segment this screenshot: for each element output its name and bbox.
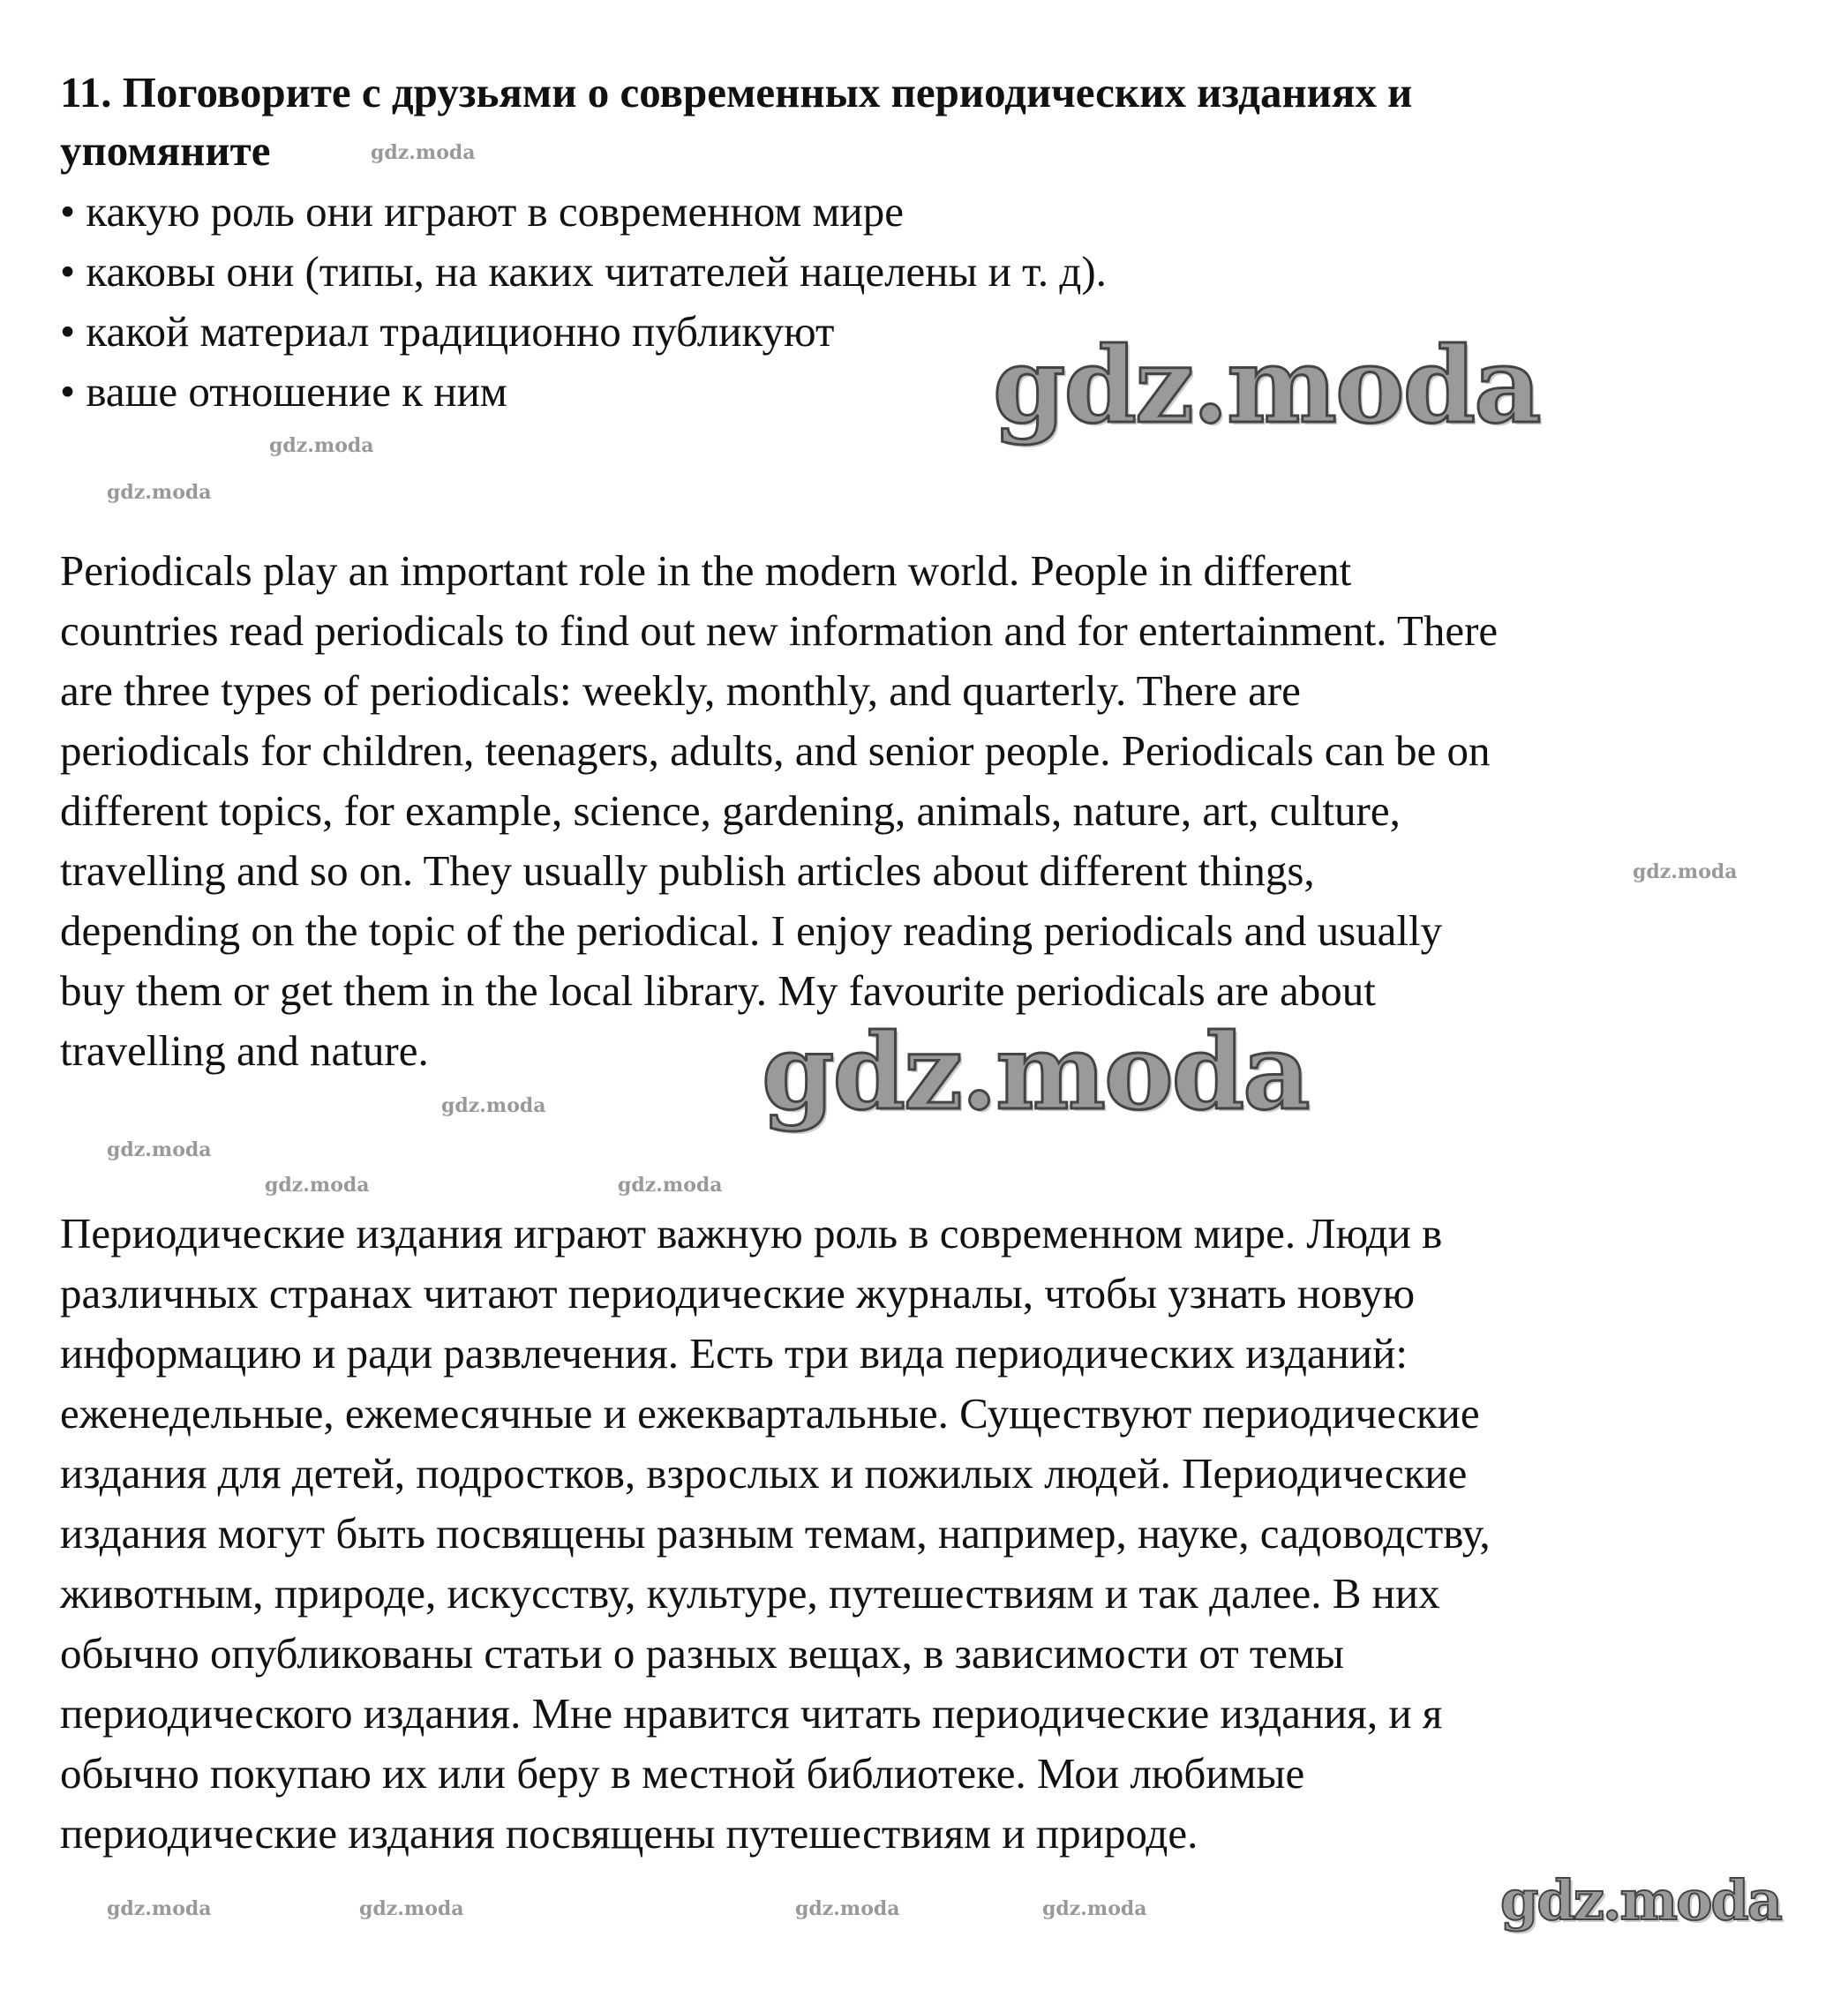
answer-line: обычно покупаю их или беру в местной библиотеке. Мои любимые — [60, 1749, 1305, 1798]
answer-line: are three types of periodicals: weekly, monthly, and quarterly. There are — [60, 666, 1301, 715]
answer-line: depending on the topic of the periodical. I enjoy reading periodicals and usually — [60, 906, 1443, 955]
answer-line: countries read periodicals to find out new information and for entertainment. There — [60, 606, 1499, 655]
watermark-small: gdz.moda — [795, 1897, 900, 1920]
watermark-large: gdz.moda — [762, 1010, 1309, 1133]
russian-answer — [60, 1204, 1491, 1864]
watermark-large: gdz.moda — [993, 324, 1540, 447]
watermark-large: gdz.moda — [1500, 1868, 1781, 1933]
answer-line: Periodicals play an important role in the modern world. People in different — [60, 546, 1352, 595]
bullet-item: • ваше отношение к ним — [60, 367, 507, 416]
watermark-small: gdz.moda — [265, 1174, 370, 1197]
watermark-small: gdz.moda — [441, 1094, 546, 1117]
bullet-item: • какую роль они играют в современном мире — [60, 187, 905, 236]
answer-line: еженедельные, ежемесячные и ежеквартальные. Существуют периодические — [60, 1389, 1480, 1438]
answer-line: информацию и ради развлечения. Есть три вида периодических изданий: — [60, 1329, 1408, 1378]
task-heading — [60, 64, 1412, 180]
answer-line: обычно опубликованы статьи о разных вещах, в зависимости от темы — [60, 1629, 1344, 1678]
watermark-small: gdz.moda — [107, 481, 212, 504]
task-title-line: упомяните — [60, 126, 271, 175]
task-title-line: 11. Поговорите с друзьями о современных периодических изданиях и — [60, 68, 1413, 116]
answer-line: different topics, for example, science, gardening, animals, nature, art, culture, — [60, 786, 1401, 835]
answer-line: периодического издания. Мне нравится читать периодические издания, и я — [60, 1689, 1443, 1738]
watermark-small: gdz.moda — [1042, 1897, 1147, 1920]
answer-line: travelling and so on. They usually publish articles about different things, — [60, 846, 1315, 895]
answer-line: издания для детей, подростков, взрослых и пожилых людей. Периодические — [60, 1449, 1468, 1498]
watermark-small: gdz.moda — [359, 1897, 464, 1920]
answer-line: животным, природе, искусству, культуре, путешествиям и так далее. В них — [60, 1569, 1440, 1618]
watermark-small: gdz.moda — [107, 1138, 212, 1161]
answer-line: travelling and nature. — [60, 1026, 429, 1075]
answer-line: издания могут быть посвящены разным темам, например, науке, садоводству, — [60, 1509, 1491, 1558]
answer-line: Периодические издания играют важную роль в современном мире. Люди в — [60, 1209, 1443, 1258]
watermark-small: gdz.moda — [1633, 860, 1738, 883]
task-bullets — [60, 182, 1107, 422]
answer-line: различных странах читают периодические журналы, чтобы узнать новую — [60, 1269, 1416, 1318]
bullet-item: • какой материал традиционно публикуют — [60, 307, 835, 356]
answer-line: периодические издания посвящены путешествиям и природе. — [60, 1809, 1198, 1858]
watermark-small: gdz.moda — [371, 141, 476, 164]
english-answer — [60, 541, 1498, 1081]
watermark-small: gdz.moda — [269, 434, 374, 457]
watermark-small: gdz.moda — [618, 1174, 723, 1197]
answer-line: buy them or get them in the local library. My favourite periodicals are about — [60, 966, 1376, 1015]
answer-line: periodicals for children, teenagers, adults, and senior people. Periodicals can be on — [60, 726, 1491, 775]
bullet-item: • каковы они (типы, на каких читателей нацелены и т. д). — [60, 247, 1107, 296]
watermark-small: gdz.moda — [107, 1897, 212, 1920]
